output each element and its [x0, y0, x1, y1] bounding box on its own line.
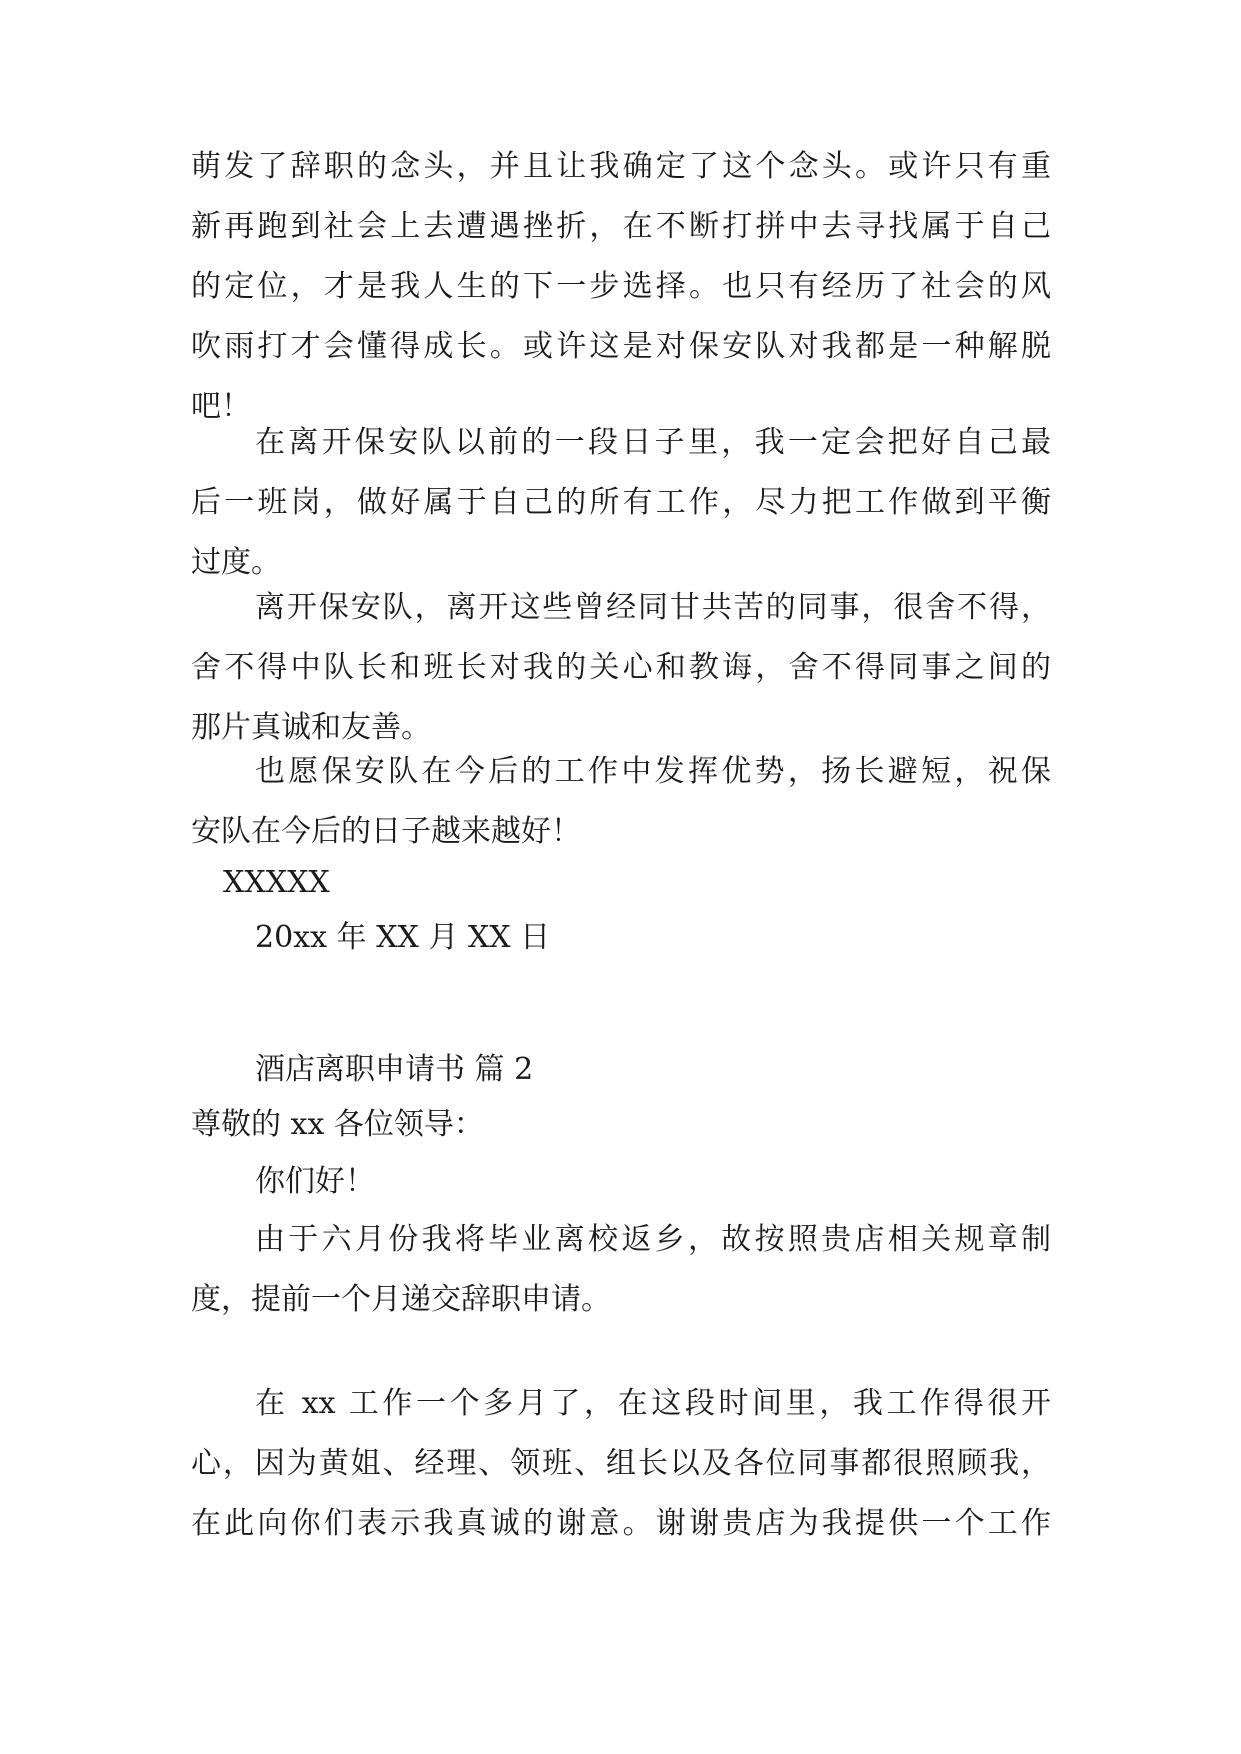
paragraph-reason	[191, 1210, 1051, 1330]
paragraph-miss	[191, 578, 1051, 758]
text-line: 过度。	[191, 545, 281, 580]
section-title-block	[191, 1040, 1051, 1100]
text-line: 在离开保安队以前的一段日子里，我一定会把好自己最	[255, 425, 1051, 460]
text-line: 萌发了辞职的念头，并且让我确定了这个念头。或许只有重	[191, 149, 1051, 184]
text-line: 由于六月份我将毕业离校返乡，故按照贵店相关规章制	[255, 1222, 1051, 1257]
paragraph-thanks	[191, 1374, 1051, 1554]
signature: XXXXX	[223, 865, 330, 900]
text-line: 舍不得中队长和班长对我的关心和教诲，舍不得同事之间的	[191, 650, 1051, 685]
text-line: 也愿保安队在今后的工作中发挥优势，扬长避短，祝保	[255, 754, 1051, 789]
paragraph-wish	[191, 742, 1051, 862]
text-line: 那片真诚和友善。	[191, 710, 431, 745]
salutation: 尊敬的 xx 各位领导：	[191, 1107, 484, 1142]
text-line: 吧！	[191, 389, 251, 424]
text-line: 吹雨打才会懂得成长。或许这是对保安队对我都是一种解脱	[191, 329, 1051, 364]
text-line: 在 xx 工作一个多月了，在这段时间里，我工作得很开	[255, 1386, 1051, 1421]
section-title: 酒店离职申请书 篇 2	[255, 1052, 534, 1087]
text-line: 度，提前一个月递交辞职申请。	[191, 1282, 611, 1317]
text-line: 后一班岗，做好属于自己的所有工作，尽力把工作做到平衡	[191, 485, 1051, 520]
salutation-block	[191, 1095, 1051, 1155]
greeting: 你们好！	[255, 1164, 375, 1199]
signature-block	[191, 853, 1051, 913]
text-line: 的定位，才是我人生的下一步选择。也只有经历了社会的风	[191, 269, 1051, 304]
date-block	[191, 908, 1051, 968]
text-line: 在此向你们表示我真诚的谢意。谢谢贵店为我提供一个工作	[191, 1506, 1051, 1541]
text-line: 离开保安队，离开这些曾经同甘共苦的同事，很舍不得，	[255, 590, 1051, 625]
text-line: 心，因为黄姐、经理、领班、组长以及各位同事都很照顾我，	[191, 1446, 1051, 1481]
text-line: 安队在今后的日子越来越好！	[191, 814, 581, 849]
paragraph-continuation	[191, 137, 1051, 437]
paragraph-leave	[191, 413, 1051, 593]
text-line: 新再跑到社会上去遭遇挫折，在不断打拼中去寻找属于自己	[191, 209, 1051, 244]
date: 20xx 年 XX 月 XX 日	[255, 920, 551, 955]
greeting-block	[191, 1152, 1051, 1212]
